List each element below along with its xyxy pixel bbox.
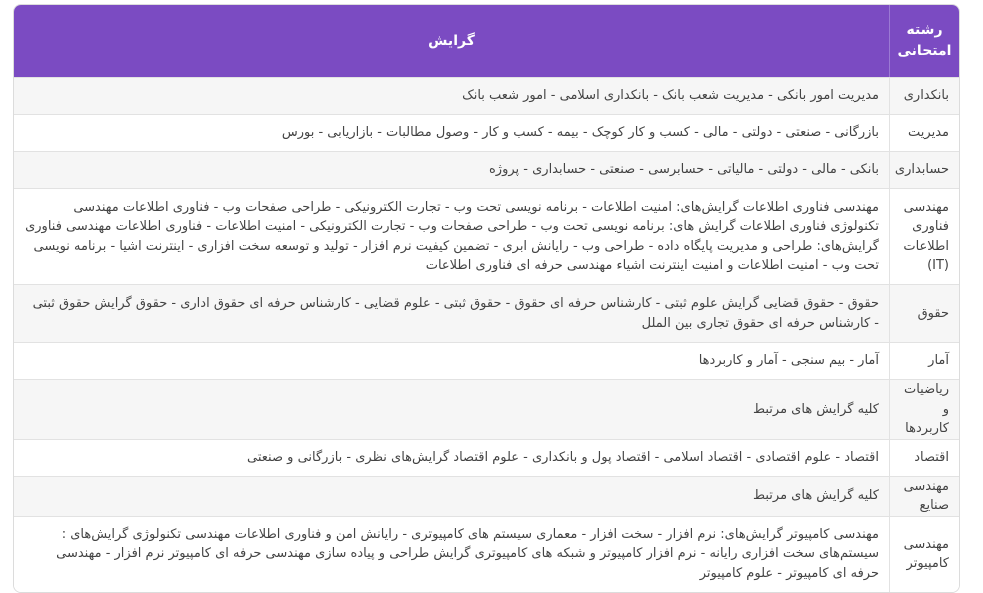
field-cell: اقتصاد [889,439,959,476]
field-cell: حسابداری [889,151,959,188]
field-cell: مدیریت [889,114,959,151]
orientations-cell: آمار - بیم سنجی - آمار و کاربردها [14,342,889,379]
orientations-cell: بازرگانی - صنعتی - دولتی - مالی - کسب و کار کوچک - بیمه - کسب و کار - وصول مطالبات - بازاریابی - بورس [14,114,889,151]
field-cell: بانکداری [889,77,959,114]
field-cell: ریاضیات و کاربردها [889,379,959,439]
table-row [14,114,959,151]
field-cell: مهندسی فناوری اطلاعات (IT) [889,188,959,284]
orientations-cell: بانکی - مالی - دولتی - مالیاتی - حسابرسی - صنعتی - حسابداری - پروژه [14,151,889,188]
field-cell: مهندسی کامپیوتر [889,516,959,592]
table-row [14,476,959,516]
table-row [14,379,959,439]
exam-fields-table [13,4,960,593]
field-cell: آمار [889,342,959,379]
header-orientation: گرایش [14,5,889,77]
table-row [14,284,959,342]
orientations-cell: کلیه گرایش های مرتبط [14,379,889,439]
header-row [14,5,959,77]
table-header [14,5,959,77]
table-body [14,77,959,592]
orientations-cell: کلیه گرایش های مرتبط [14,476,889,516]
table-row [14,439,959,476]
header-field: رشته امتحانی [889,5,959,77]
orientations-cell: مهندسی فناوری اطلاعات گرایش‌های: امنیت اطلاعات - برنامه نویسی تحت وب - تجارت الکترونیکی - طراحی صفحات وب - فناوری اطلاعات مهندسی تکنولوژی فناوری اطلاعات گرایش های: برنامه نویسی تحت وب - طراحی صفحات وب - تجارت الکترونیکی - امنیت اطلاعات - فناوری اطلاعات مهندسی فناوری گرایش‌های: طراحی و مدیریت پایگاه داده - طراحی وب - رایانش ابری - تضمین کیفیت نرم افزار - تولید و توسعه سخت افزاری - اینترنت اشیا - برنامه نویسی تحت وب - امنیت اطلاعات و امنیت اینترنت اشیاء مهندسی حرفه ای فناوری اطلاعات [14,188,889,284]
table-row [14,77,959,114]
orientations-cell: مدیریت امور بانکی - مدیریت شعب بانک - بانکداری اسلامی - امور شعب بانک [14,77,889,114]
table-row [14,342,959,379]
field-cell: حقوق [889,284,959,342]
orientations-cell: حقوق - حقوق قضایی گرایش علوم ثبتی - کارشناس حرفه ای حقوق - حقوق ثبتی - علوم قضایی - کارشناس حرفه ای حقوق اداری - حقوق گرایش حقوق ثبتی - کارشناس حرفه ای حقوق تجاری بین الملل [14,284,889,342]
table-row [14,188,959,284]
orientations-cell: اقتصاد - علوم اقتصادی - اقتصاد اسلامی - اقتصاد پول و بانکداری - علوم اقتصاد گرایش‌های نظری - بازرگانی و صنعتی [14,439,889,476]
exam-fields-table-container [13,4,960,593]
field-cell: مهندسی صنایع [889,476,959,516]
table-row [14,151,959,188]
table-row [14,516,959,592]
orientations-cell: مهندسی کامپیوتر گرایش‌های: نرم افزار - سخت افزار - معماری سیستم های کامپیوتری - رایانش امن و فناوری اطلاعات مهندسی تکنولوژی گرایش‌های : سیستم‌های سخت افزاری رایانه - نرم افزار کامپیوتر و شبکه های کامپیوتری گرایش طراحی و پیاده سازی مهندسی حرفه ای کامپیوتر نرم افزار - مهندسی حرفه ای کامپیوتر - علوم کامپیوتر [14,516,889,592]
